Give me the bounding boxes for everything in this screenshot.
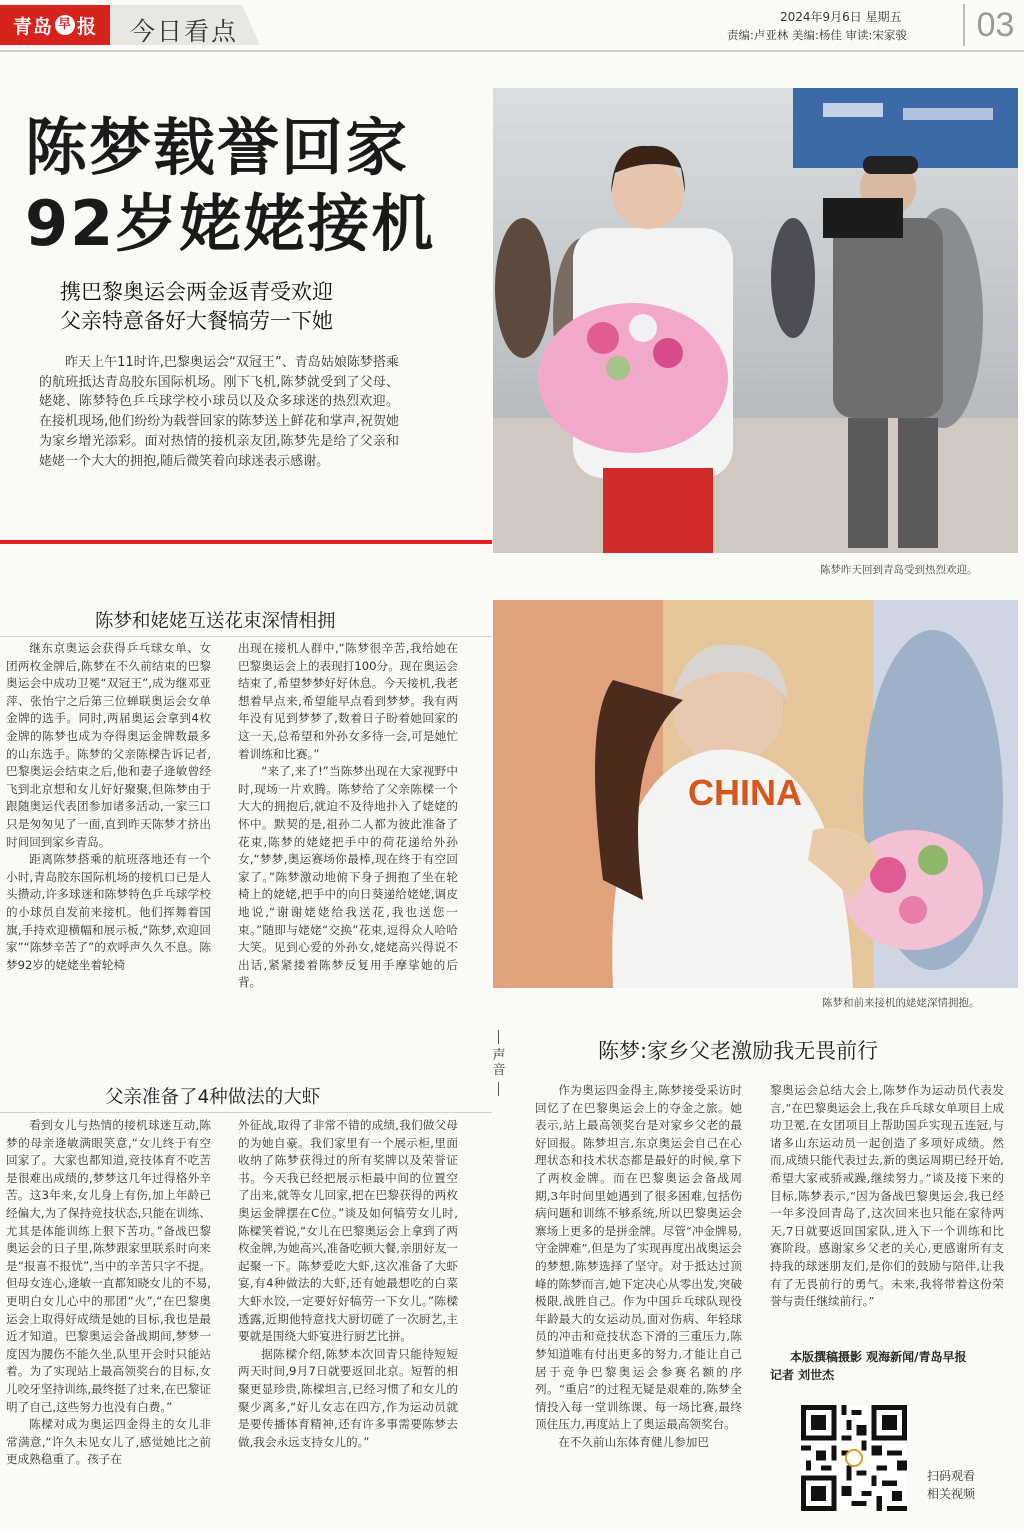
airport-arrival-photo bbox=[493, 88, 1018, 553]
newspaper-logo: 青岛 早 报 bbox=[0, 5, 110, 45]
paragraph: 距离陈梦搭乘的航班落地还有一个小时,青岛胶东国际机场的接机口已是人头攒动,许多球迷和陈梦特色乒乓球学校的小球员自发前来接机。他们挥舞着国旗,手持欢迎横幅和展示板,“陈梦,欢迎回家”“陈梦辛苦了”的欢呼声久久不息。陈梦92岁的姥姥坐着轮椅 bbox=[6, 852, 211, 972]
paragraph: 在不久前山东体育健儿参加巴 bbox=[558, 1434, 709, 1449]
subheadline bbox=[60, 278, 333, 336]
editors-line: 责编:卢亚林 美编:杨佳 审读:宋家骏 bbox=[727, 28, 907, 42]
qr-caption bbox=[927, 1467, 975, 1503]
paragraph: 作为奥运四金得主,陈梦接受采访时回忆了在巴黎奥运会上的夺金之旅。她表示,站上最高领奖台是对家乡父老的最好回报。陈梦坦言,东京奥运会自己在心理状态和技术状态都是最好的时候,拿下了两枚金牌。而在巴黎奥运会备战周期,3年时间里她遇到了很多困难,包括伤病问题和训练不够系统,所以巴黎奥运会寨场上更多的是拼金牌。尽管“冲金牌易,守金牌难”,但是为了实现再度出战奥运会的梦想,陈梦选择了坚守。对于抵达过顶峰的陈梦而言,她下定决心从零出发,突破极限,战胜自己。作为中国乒乓球队现役年龄最大的女运动员,面对伤病、年轻球员的冲击和竞技状态下滑的三重压力,陈梦知道唯有付出更多的努力,才能让自己居于竞争巴黎奥运会参赛名额的序列。“重启”的过程无疑是艰难的,陈梦全情投入每一堂训练课、每一场比赛,最终顶住压力,再度站上了奥运最高领奖台。 bbox=[535, 1083, 742, 1432]
header-divider bbox=[0, 50, 1024, 52]
photo2-caption: 陈梦和前来接机的姥姥深情拥抱。 bbox=[822, 997, 980, 1009]
credit-line-1: 本版撰稿摄影 观海新闻/青岛早报 bbox=[790, 1350, 967, 1364]
credit-line-2: 记者 刘世杰 bbox=[770, 1368, 835, 1382]
voice-rule-bottom bbox=[498, 1082, 499, 1096]
section1-col1 bbox=[6, 640, 211, 1052]
grandma-hug-photo bbox=[493, 600, 1018, 988]
paragraph: 出现在接机人群中,“陈梦很辛苦,我给她在巴黎奥运会上的表现打100分。现在奥运会结束了,希望梦梦好好休息。今天接机,我老想着早点来,希望能早点看到梦梦。我有两年没有见到梦梦了,数着日子盼着她回家的这一天,总希望和外孙女多待一会,可是她忙着训练和比赛。” bbox=[238, 641, 458, 761]
section2-rule bbox=[0, 1112, 492, 1113]
paragraph: 陈樑对成为奥运四金得主的女儿非常满意,“许久未见女儿了,感觉她比之前更成熟稳重了。孩子在 bbox=[6, 1417, 211, 1467]
subheadline-line-2: 父亲特意备好大餐犒劳一下她 bbox=[60, 309, 333, 333]
voice-title: 陈梦:家乡父老激励我无畏前行 bbox=[598, 1039, 879, 1063]
page-number: 03 bbox=[963, 4, 1024, 46]
jersey-text: CHINA bbox=[688, 772, 802, 813]
qr-caption-line-1: 扫码观看 bbox=[927, 1469, 976, 1483]
section1-col2 bbox=[238, 640, 458, 1052]
section2-title: 父亲准备了4种做法的大虾 bbox=[105, 1087, 321, 1108]
headline-line-1: 陈梦载誉回家 bbox=[25, 111, 410, 184]
red-rule bbox=[0, 540, 492, 544]
photo1-caption: 陈梦昨天回到青岛受到热烈欢迎。 bbox=[820, 564, 978, 576]
section2-col1 bbox=[6, 1117, 211, 1527]
qr-code[interactable] bbox=[801, 1405, 907, 1511]
subheadline-line-1: 携巴黎奥运会两金返青受欢迎 bbox=[60, 280, 333, 304]
paragraph: 黎奥运会总结大会上,陈梦作为运动员代表发言,“在巴黎奥运会上,我在乒乓球女单项目上成功卫冕,在女团项目上帮助国乒实现五连冠,与诸多山东运动员一起创造了多项好成绩。然而,成绩只能代表过去,新的奥运周期已经开始,希望大家戒骄戒躁,继续努力。”谈及接下来的目标,陈梦表示,“因为备战巴黎奥运会,我已经一年多没回青岛了,这次回来也只能在家待两天,7日就要返回国家队,进入下一个训练和比赛阶段。感谢家乡父老的关心,更感谢所有支持我的球迷朋友们,是你们的鼓励与陪伴,让我有了无畏前行的勇气。未来,我将带着这份荣誉与责任继续前行。” bbox=[770, 1083, 1004, 1309]
voice-col1 bbox=[535, 1082, 742, 1522]
section-title: 今日看点 bbox=[130, 17, 239, 46]
paragraph: 外征战,取得了非常不错的成绩,我们做父母的为她自豪。我们家里有一个展示柜,里面收纳了陈梦获得过的所有奖牌以及荣誉证书。今天我已经把展示柜最中间的位置空了出来,就等女儿回家,把在巴黎获得的两枚奥运金牌摆在C位。”谈及如何犒劳女儿时,陈樑笑着说,“女儿在巴黎奥运会上拿到了两枚金牌,为她高兴,准备吃顿大餐,亲朋好友一起聚一下。陈梦爱吃大虾,这次准备了大虾宴,有4种做法的大虾,还有她最想吃的白菜大虾水饺,一定要好好犒劳一下女儿。”陈樑透露,近期他特意找大厨切磋了一次厨艺,主要就是围绕大虾宴进行厨艺比拼。 bbox=[238, 1118, 458, 1344]
headline-line-2: 92岁姥姥接机 bbox=[25, 187, 436, 260]
lead-paragraph: 昨天上午11时许,巴黎奥运会“双冠王”、青岛姑娘陈梦搭乘的航班抵达青岛胶东国际机场。刚下飞机,陈梦就受到了父母、姥姥、陈梦特色乒乓球学校小球员以及众多球迷的热烈欢迎。在接机现场,他们纷纷为载誉回家的陈梦送上鲜花和掌声,祝贺她为家乡增光添彩。面对热情的接机亲友团,陈梦先是给了父亲和姥姥一个大大的拥抱,随后微笑着向球迷表示感谢。 bbox=[39, 355, 399, 469]
main-headline bbox=[25, 110, 435, 262]
paragraph: 看到女儿与热情的接机球迷互动,陈梦的母亲逄敏满眼笑意,“女儿终于有空回家了。大家也都知道,竞技体育不吃苦是很难出成绩的,梦梦这几年过得格外辛苦。这3年来,女儿身上有伤,加上年龄已经偏大,为了保持竞技状态,只能在训练、尤其是体能训练上狠下苦功。”备战巴黎奥运会的日子里,陈梦跟家里联系时向来是“报喜不报忧”,当中的辛苦只字不提。但母女连心,逄敏一直都知晓女儿的不易,更明白女儿心中的那团“火”,“在巴黎奥运会上取得好成绩是她的目标,我也是最近才知道。巴黎奥运会备战期间,梦梦一度因为腰伤不能久坐,队里开会时只能站着。为了实现站上最高领奖台的目标,女儿咬牙坚持训练,最终挺了过来,在巴黎证明了自己,这些努力也没有白费。” bbox=[6, 1118, 211, 1414]
voice-label: 声音 bbox=[492, 1048, 506, 1078]
qr-caption-line-2: 相关视频 bbox=[927, 1487, 976, 1501]
paragraph: 继东京奥运会获得乒乓球女单、女团两枚金牌后,陈梦在不久前结束的巴黎奥运会中成功卫冕“双冠王”,成为继邓亚萍、张怡宁之后第三位蝉联奥运会女单金牌的选手。同时,两届奥运会拿到4枚金牌的陈梦也成为夺得奥运金牌数最多的山东选手。陈梦的父亲陈樑告诉记者,巴黎奥运会结束之后,他和妻子逄敏曾经飞到北京想和女儿好好聚聚,但陈梦由于跟随奥运代表团参加诸多活动,一家三口只是匆匆见了一面,直到昨天陈梦才挤出时间回到家乡青岛。 bbox=[6, 641, 211, 849]
voice-rule-top bbox=[498, 1030, 499, 1044]
section1-rule bbox=[0, 636, 492, 637]
paragraph: “来了,来了!”当陈梦出现在大家视野中时,现场一片欢腾。陈梦给了父亲陈樑一个大大的拥抱后,就迫不及待地扑入了姥姥的怀中。默契的是,祖孙二人都为彼此准备了花束,陈梦的姥姥把手中的荷花递给外孙女,“梦梦,奥运赛场你最棒,现在终于有空回家了。”陈梦激动地俯下身子拥抱了坐在轮椅上的姥姥,把手中的向日葵递给姥姥,调皮地说,“谢谢姥姥给我送花,我也送您一束。”随即与姥姥“交换”花束,逗得众人哈哈大笑。见到心爱的外孙女,姥姥高兴得说不出话,紧紧搂着陈梦反复用手摩挲她的后背。 bbox=[238, 764, 458, 990]
paragraph: 据陈樑介绍,陈梦本次回青只能待短短两天时间,9月7日就要返回北京。短暂的相聚更显珍贵,陈樑坦言,已经习惯了和女儿的聚少离多,“好儿女志在四方,作为运动员就是要传播体育精神,还有许多事需要陈梦去做,我会永远支持女儿的。” bbox=[238, 1346, 458, 1449]
section2-col2 bbox=[238, 1117, 458, 1527]
voice-col2 bbox=[770, 1082, 1004, 1340]
issue-date: 2024年9月6日 星期五 bbox=[780, 10, 902, 24]
section1-title: 陈梦和姥姥互送花束深情相拥 bbox=[95, 611, 336, 632]
